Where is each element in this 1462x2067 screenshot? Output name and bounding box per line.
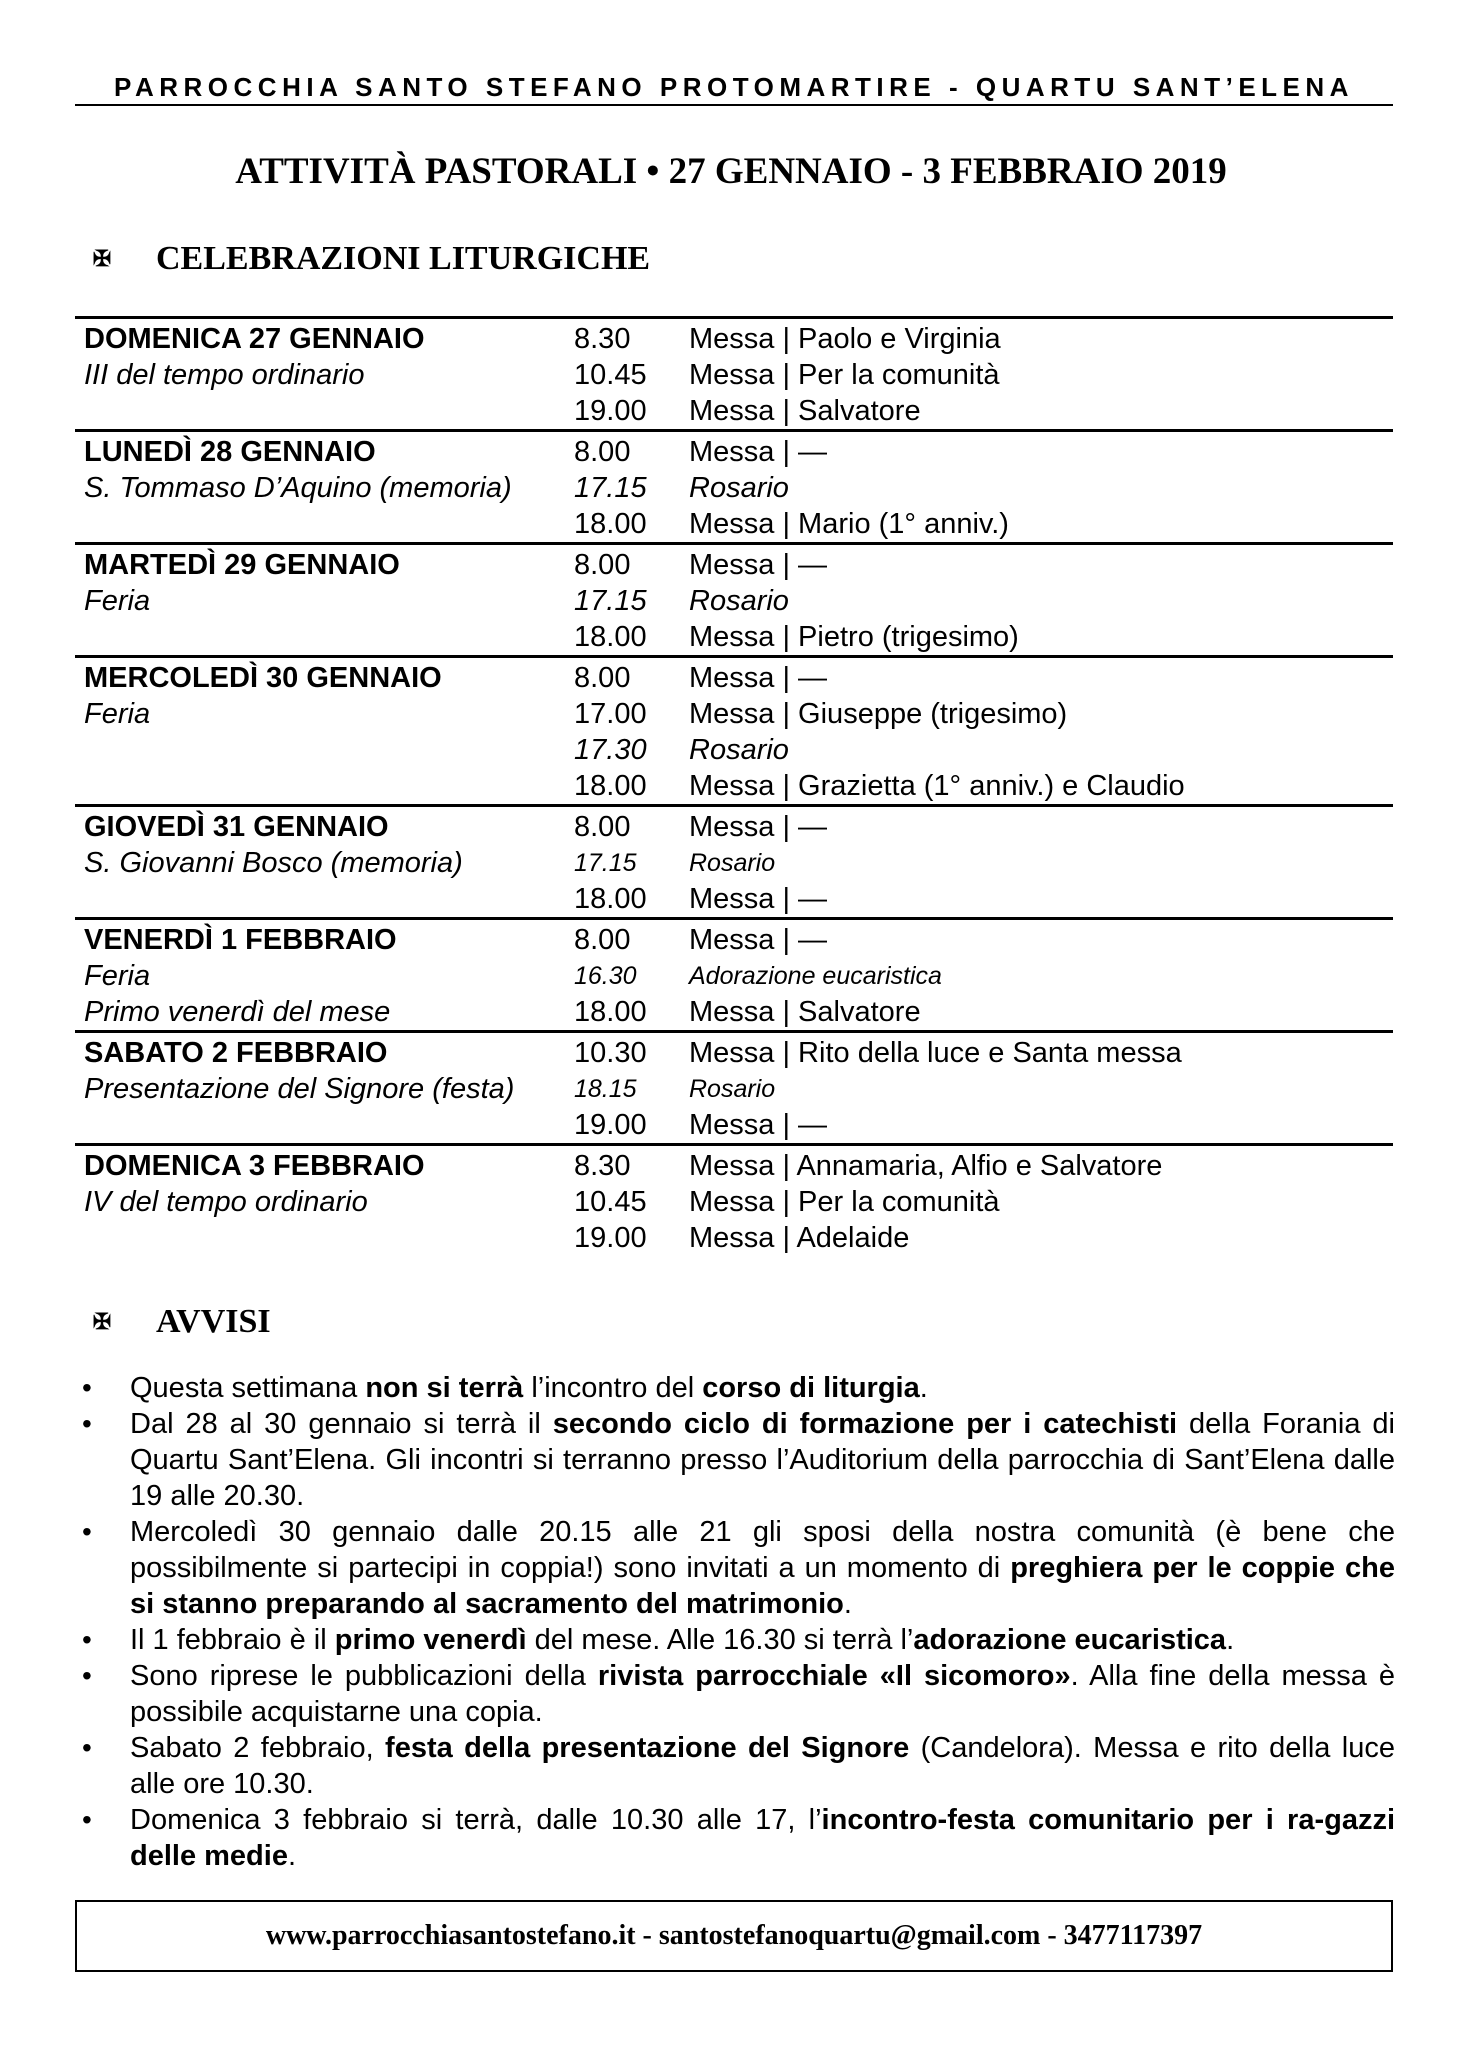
- liturgy-schedule: [75, 316, 1393, 1256]
- bullet-icon: •: [82, 1804, 92, 1835]
- bullet-icon: •: [82, 1408, 92, 1439]
- ornament-star-icon: ✠: [92, 246, 112, 271]
- schedule-row: [75, 809, 1393, 845]
- event-text: Messa | —: [689, 924, 828, 956]
- event-text: Messa | Rito della luce e Santa messa: [689, 1037, 1182, 1069]
- event-time: 8.00: [574, 811, 631, 843]
- schedule-row: [75, 994, 1393, 1030]
- notice-text: della Forania di Quartu Sant’Elena. Gli incontri si terranno presso l’Auditorium della parrocchia di Sant’Elena dalle 19 alle 20.30.: [130, 1408, 1395, 1512]
- day-name: MERCOLEDÌ 30 GENNAIO: [84, 662, 442, 694]
- event-time: 8.00: [574, 662, 631, 694]
- day-description: S. Giovanni Bosco (memoria): [84, 847, 463, 879]
- event-text: Rosario: [689, 734, 789, 766]
- day-description: Presentazione del Signore (festa): [84, 1073, 515, 1105]
- notice-text: Sabato 2 febbraio,: [130, 1732, 386, 1764]
- day-description: S. Tommaso D’Aquino (memoria): [84, 472, 512, 504]
- ornament-star-icon: ✠: [92, 1309, 112, 1334]
- section-notices-heading: [88, 1303, 271, 1341]
- event-text: Messa | —: [689, 811, 828, 843]
- event-text: Messa | Grazietta (1° anniv.) e Claudio: [689, 770, 1185, 802]
- notice-text: .: [1226, 1624, 1235, 1656]
- event-time: 8.30: [574, 323, 631, 355]
- event-text: Messa | —: [689, 662, 828, 694]
- day-name: SABATO 2 FEBBRAIO: [84, 1037, 388, 1069]
- event-time: 8.00: [574, 924, 631, 956]
- notice-item: [75, 1406, 1395, 1514]
- schedule-row: [75, 583, 1393, 619]
- notice-text: Dal 28 al 30 gennaio si terrà il: [130, 1408, 553, 1440]
- schedule-row: [75, 768, 1393, 804]
- event-time: 19.00: [574, 395, 647, 427]
- day-name: GIOVEDÌ 31 GENNAIO: [84, 811, 389, 843]
- event-time: 8.30: [574, 1150, 631, 1182]
- event-text: Messa | —: [689, 549, 828, 581]
- event-text: Messa | Salvatore: [689, 996, 921, 1028]
- schedule-row: [75, 547, 1393, 583]
- schedule-day: [75, 429, 1393, 542]
- notice-item: [75, 1802, 1395, 1874]
- day-description: Feria: [84, 698, 151, 730]
- schedule-row: [75, 922, 1393, 958]
- section-liturgy-heading: [88, 240, 650, 278]
- event-text: Messa | Salvatore: [689, 395, 921, 427]
- event-text: Messa | Pietro (trigesimo): [689, 621, 1019, 653]
- event-time: 17.30: [574, 734, 647, 766]
- event-time: 8.00: [574, 436, 631, 468]
- section-liturgy-title: CELEBRAZIONI LITURGICHE: [156, 240, 651, 277]
- event-time: 10.45: [574, 1186, 647, 1218]
- event-text: Messa | Mario (1° anniv.): [689, 508, 1009, 540]
- event-time: 18.15: [574, 1075, 637, 1103]
- schedule-row: [75, 845, 1393, 881]
- notice-text: .: [919, 1372, 928, 1404]
- notice-text: Sono riprese le pubblicazioni della: [130, 1660, 598, 1692]
- notices-list: [75, 1370, 1396, 1874]
- event-text: Rosario: [689, 472, 789, 504]
- event-time: 17.15: [574, 472, 647, 504]
- schedule-row: [75, 357, 1393, 393]
- day-name: VENERDÌ 1 FEBBRAIO: [84, 924, 397, 956]
- schedule-row: [75, 696, 1393, 732]
- event-text: Messa | Per la comunità: [689, 1186, 1000, 1218]
- notice-text: .: [287, 1840, 297, 1872]
- notice-highlight: non si terrà: [365, 1372, 524, 1404]
- notice-item: [75, 1514, 1395, 1622]
- event-text: Messa | —: [689, 883, 828, 915]
- schedule-row: [75, 434, 1393, 470]
- parish-header: PARROCCHIA SANTO STEFANO PROTOMARTIRE - QUARTU SANT’ELENA: [114, 72, 1354, 102]
- notice-item: [75, 1622, 1395, 1658]
- notice-text: l’incontro del: [523, 1372, 703, 1404]
- event-text: Messa | —: [689, 1109, 828, 1141]
- notice-text: Il 1 febbraio è il: [130, 1624, 335, 1656]
- notice-highlight: festa della presentazione del Signore: [385, 1732, 910, 1764]
- event-time: 18.00: [574, 883, 647, 915]
- event-time: 17.15: [574, 585, 647, 617]
- contact-footer: [75, 1900, 1393, 1972]
- day-name: MARTEDÌ 29 GENNAIO: [84, 549, 400, 581]
- notice-highlight: secondo ciclo di formazione per i catechisti: [552, 1408, 1178, 1440]
- day-description: Feria: [84, 960, 151, 992]
- notice-item: [75, 1730, 1395, 1802]
- notice-text: Questa settimana: [130, 1372, 366, 1404]
- day-description: Feria: [84, 585, 151, 617]
- bullet-icon: •: [82, 1516, 92, 1547]
- notice-highlight: preghiera per le coppie che si stanno preparando al sacramento del matrimonio: [130, 1552, 1395, 1620]
- notice-highlight: rivista parrocchiale «Il sicomoro»: [597, 1660, 1071, 1692]
- schedule-row: [75, 1220, 1393, 1256]
- event-time: 16.30: [574, 962, 637, 990]
- bullet-icon: •: [82, 1624, 92, 1655]
- event-text: Rosario: [689, 849, 776, 877]
- event-time: 19.00: [574, 1109, 647, 1141]
- event-text: Rosario: [689, 585, 789, 617]
- notice-highlight: corso di liturgia: [702, 1372, 920, 1404]
- schedule-row: [75, 660, 1393, 696]
- bullet-icon: •: [82, 1732, 92, 1763]
- event-time: 19.00: [574, 1222, 647, 1254]
- notice-text: Mercoledì 30 gennaio dalle 20.15 alle 21 gli sposi della nostra comunità (è bene che possibilmente si partecipi in coppia!) sono invitati a un momento di: [130, 1516, 1395, 1584]
- day-name: LUNEDÌ 28 GENNAIO: [84, 436, 376, 468]
- notice-text: .: [843, 1588, 852, 1620]
- schedule-row: [75, 619, 1393, 655]
- event-text: Messa | —: [689, 436, 828, 468]
- event-time: 17.15: [574, 849, 637, 877]
- notice-text: . Alla fine della messa è possibile acquistarne una copia.: [130, 1660, 1396, 1728]
- notice-text: (Candelora). Messa e rito della luce alle ore 10.30.: [130, 1732, 1395, 1800]
- event-text: Messa | Giuseppe (trigesimo): [689, 698, 1068, 730]
- schedule-day: [75, 542, 1393, 655]
- notice-text: Domenica 3 febbraio si terrà, dalle 10.30 alle 17, l’: [130, 1804, 822, 1836]
- page-title: ATTIVITÀ PASTORALI • 27 GENNAIO - 3 FEBBRAIO 2019: [235, 151, 1227, 192]
- event-text: Messa | Adelaide: [689, 1222, 910, 1254]
- event-time: 10.30: [574, 1037, 647, 1069]
- schedule-day: [75, 917, 1393, 1030]
- schedule-row: [75, 321, 1393, 357]
- schedule-row: [75, 958, 1393, 994]
- header-divider: [75, 104, 1393, 106]
- event-time: 18.00: [574, 621, 647, 653]
- schedule-row: [75, 1035, 1393, 1071]
- day-description: IV del tempo ordinario: [84, 1186, 368, 1218]
- day-name: DOMENICA 27 GENNAIO: [84, 323, 425, 355]
- contact-line: www.parrocchiasantostefano.it - santostefanoquartu@gmail.com - 3477117397: [265, 1920, 1203, 1951]
- event-text: Messa | Paolo e Virginia: [689, 323, 1001, 355]
- event-text: Messa | Per la comunità: [689, 359, 1000, 391]
- bullet-icon: •: [82, 1660, 92, 1691]
- schedule-row: [75, 1148, 1393, 1184]
- event-time: 18.00: [574, 996, 647, 1028]
- day-description: Primo venerdì del mese: [84, 996, 391, 1028]
- event-time: 8.00: [574, 549, 631, 581]
- schedule-row: [75, 393, 1393, 429]
- event-time: 17.00: [574, 698, 647, 730]
- event-text: Messa | Annamaria, Alfio e Salvatore: [689, 1150, 1163, 1182]
- schedule-row: [75, 470, 1393, 506]
- schedule-row: [75, 506, 1393, 542]
- section-notices-title: AVVISI: [156, 1303, 271, 1340]
- event-time: 18.00: [574, 770, 647, 802]
- event-text: Rosario: [689, 1075, 776, 1103]
- bullet-icon: •: [82, 1372, 92, 1403]
- schedule-row: [75, 732, 1393, 768]
- schedule-row: [75, 1071, 1393, 1107]
- event-time: 10.45: [574, 359, 647, 391]
- notice-highlight: incontro-festa comunitario per i ra-gazzi delle medie: [130, 1804, 1396, 1872]
- schedule-day: [75, 1030, 1393, 1143]
- notice-item: [75, 1658, 1395, 1730]
- schedule-row: [75, 881, 1393, 917]
- schedule-day: [75, 804, 1393, 917]
- schedule-row: [75, 1184, 1393, 1220]
- schedule-day: [75, 316, 1393, 429]
- event-time: 18.00: [574, 508, 647, 540]
- notice-item: [75, 1370, 1395, 1406]
- notice-highlight: primo venerdì: [334, 1624, 527, 1656]
- day-name: DOMENICA 3 FEBBRAIO: [84, 1150, 425, 1182]
- event-text: Adorazione eucaristica: [689, 962, 942, 990]
- notice-highlight: adorazione eucaristica: [913, 1624, 1227, 1656]
- schedule-day: [75, 1143, 1393, 1256]
- day-description: III del tempo ordinario: [84, 359, 365, 391]
- schedule-day: [75, 655, 1393, 804]
- notice-text: del mese. Alle 16.30 si terrà l’: [526, 1624, 914, 1656]
- schedule-row: [75, 1107, 1393, 1143]
